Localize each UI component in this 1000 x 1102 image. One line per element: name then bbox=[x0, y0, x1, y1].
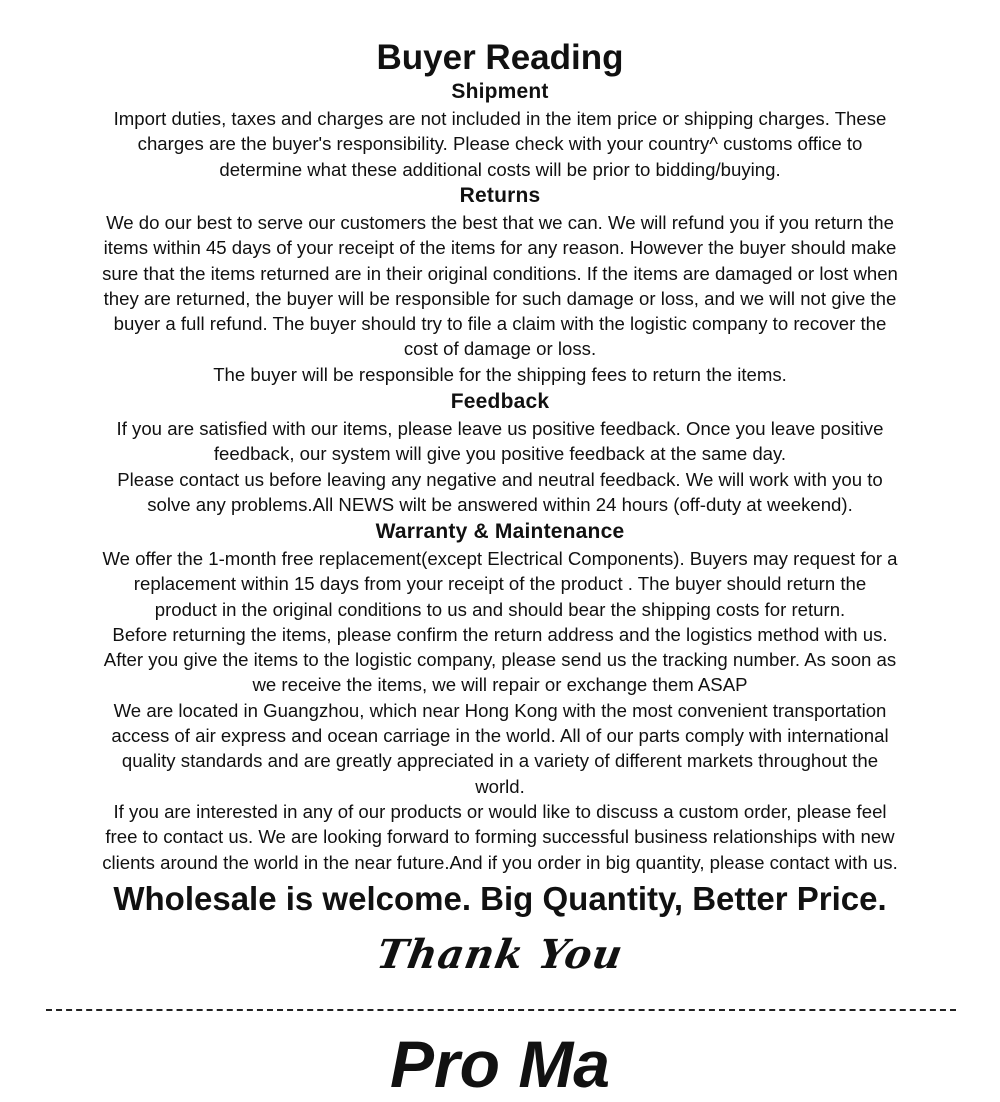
warranty-line: world. bbox=[475, 775, 525, 797]
warranty-line: Before returning the items, please confirm the return address and the logistics method with us. bbox=[112, 623, 888, 645]
feedback-line: feedback, our system will give you positive feedback at the same day. bbox=[213, 443, 787, 465]
thank-you-signature: Thank You bbox=[373, 931, 627, 978]
warranty-line: After you give the items to the logistic company, please send us the tracking number. As soon as bbox=[103, 649, 897, 671]
returns-line: We do our best to serve our customers the best that we can. We will refund you if you return the bbox=[106, 212, 894, 233]
shipment-text bbox=[80, 106, 920, 182]
feedback-line: Please contact us before leaving any negative and neutral feedback. We will work with you to bbox=[117, 468, 883, 490]
warranty-line: replacement within 15 days from your receipt of the product . The buyer should return the bbox=[133, 573, 867, 595]
shipment-line: charges are the buyer's responsibility. Please check with your country^ customs office to bbox=[137, 133, 863, 155]
brand-name: Pro Ma bbox=[389, 1027, 611, 1101]
returns-line: buyer a full refund. The buyer should try to file a claim with the logistic company to recover the bbox=[113, 313, 887, 335]
dashed-divider bbox=[46, 1009, 956, 1011]
warranty-text bbox=[80, 546, 920, 875]
shipment-line: Import duties, taxes and charges are not included in the item price or shipping charges. These bbox=[113, 108, 887, 129]
feedback-text bbox=[80, 416, 920, 517]
returns-line: The buyer will be responsible for the shipping fees to return the items. bbox=[213, 363, 787, 385]
returns-line: sure that the items returned are in their original conditions. If the items are damaged or lost when bbox=[102, 262, 898, 284]
warranty-line: clients around the world in the near future.And if you order in big quantity, please contact with us. bbox=[102, 851, 898, 873]
returns-line: cost of damage or loss. bbox=[403, 338, 597, 360]
warranty-line: product in the original conditions to us and should bear the shipping costs for return. bbox=[154, 598, 846, 620]
page-title: Buyer Reading bbox=[376, 38, 624, 77]
returns-line: items within 45 days of your receipt of the items for any reason. However the buyer should make bbox=[103, 237, 897, 259]
warranty-line: If you are interested in any of our products or would like to discuss a custom order, please feel bbox=[113, 800, 887, 822]
feedback-line: solve any problems.All NEWS wilt be answered within 24 hours (off-duty at weekend). bbox=[147, 493, 853, 515]
warranty-line: quality standards and are greatly appreciated in a variety of different markets throughout the bbox=[121, 750, 879, 772]
shipment-line: determine what these additional costs will be prior to bidding/buying. bbox=[219, 158, 781, 180]
warranty-line: We are located in Guangzhou, which near Hong Kong with the most convenient transportation bbox=[113, 699, 887, 721]
warranty-line: free to contact us. We are looking forward to forming successful business relationships with new bbox=[105, 826, 895, 848]
warranty-line: we receive the items, we will repair or exchange them ASAP bbox=[252, 674, 748, 696]
warranty-line: We offer the 1-month free replacement(except Electrical Components). Buyers may request for a bbox=[102, 548, 898, 569]
warranty-heading: Warranty & Maintenance bbox=[375, 520, 625, 543]
feedback-line: If you are satisfied with our items, please leave us positive feedback. Once you leave positive bbox=[116, 418, 884, 439]
returns-line: they are returned, the buyer will be responsible for such damage or loss, and we will not give the bbox=[103, 287, 897, 309]
feedback-heading: Feedback bbox=[450, 390, 550, 413]
wholesale-banner: Wholesale is welcome. Big Quantity, Better Price. bbox=[113, 880, 887, 917]
shipment-heading: Shipment bbox=[451, 80, 549, 103]
returns-heading: Returns bbox=[459, 184, 541, 207]
warranty-line: access of air express and ocean carriage in the world. All of our parts comply with international bbox=[111, 725, 889, 747]
returns-text bbox=[80, 210, 920, 387]
